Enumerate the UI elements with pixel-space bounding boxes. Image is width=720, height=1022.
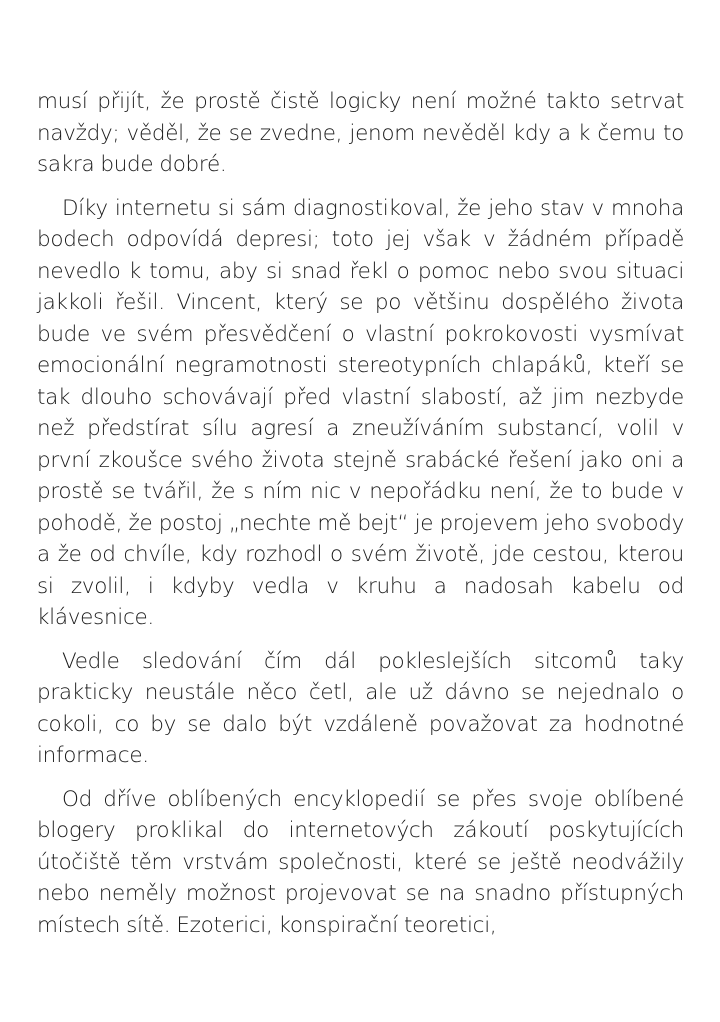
paragraph-4: Od dříve oblíbených encyklopedií se přes svoje oblíbené blogery proklikal do internetových zákoutí poskytujících útočiště těm vrstvám společnosti, které se ještě neodvážily nebo neměly možnost projevovat se na snadno přístupných místech sítě. Ezoterici, konspirační teoretici, [37, 786, 684, 938]
paragraph-3: Vedle sledování čím dál pokleslejších sitcomů taky prakticky neustále něco četl, ale už dávno se nejednalo o cokoli, co by se dalo být vzdáleně považovat za hodnotné informace. [37, 648, 684, 768]
paragraph-1: musí přijít, že prostě čistě logicky není možné takto setrvat navždy; věděl, že se zvedne, jenom nevěděl kdy a k čemu to sakra bude dobré. [37, 89, 684, 177]
paragraph-2: Díky internetu si sám diagnostikoval, že jeho stav v mnoha bodech odpovídá depresi; toto jej však v žádném případě nevedlo k tomu, aby si snad řekl o pomoc nebo svou situaci jakkoli řešil. Vincent, který se po většinu dospělého života bude ve svém přesvědčení o vlastní pokrokovosti vysmívat emocionální negramotnosti stereotypních chlapáků, kteří se tak dlouho schovávají před vlastní slabostí, až jim nezbyde než předstírat sílu agresí a zneužíváním substancí, volil v první zkoušce svého života stejně srabácké řešení jako oni a prostě se tvářil, že s ním nic v nepořádku není, že to bude v pohodě, že postoj „nechte mě bejt“ je projevem jeho svobody a že od chvíle, kdy rozhodl o svém životě, jde cestou, kterou si zvolil, i kdyby vedla v kruhu a nadosah kabelu od klávesnice. [37, 195, 684, 630]
document-page [37, 86, 684, 953]
